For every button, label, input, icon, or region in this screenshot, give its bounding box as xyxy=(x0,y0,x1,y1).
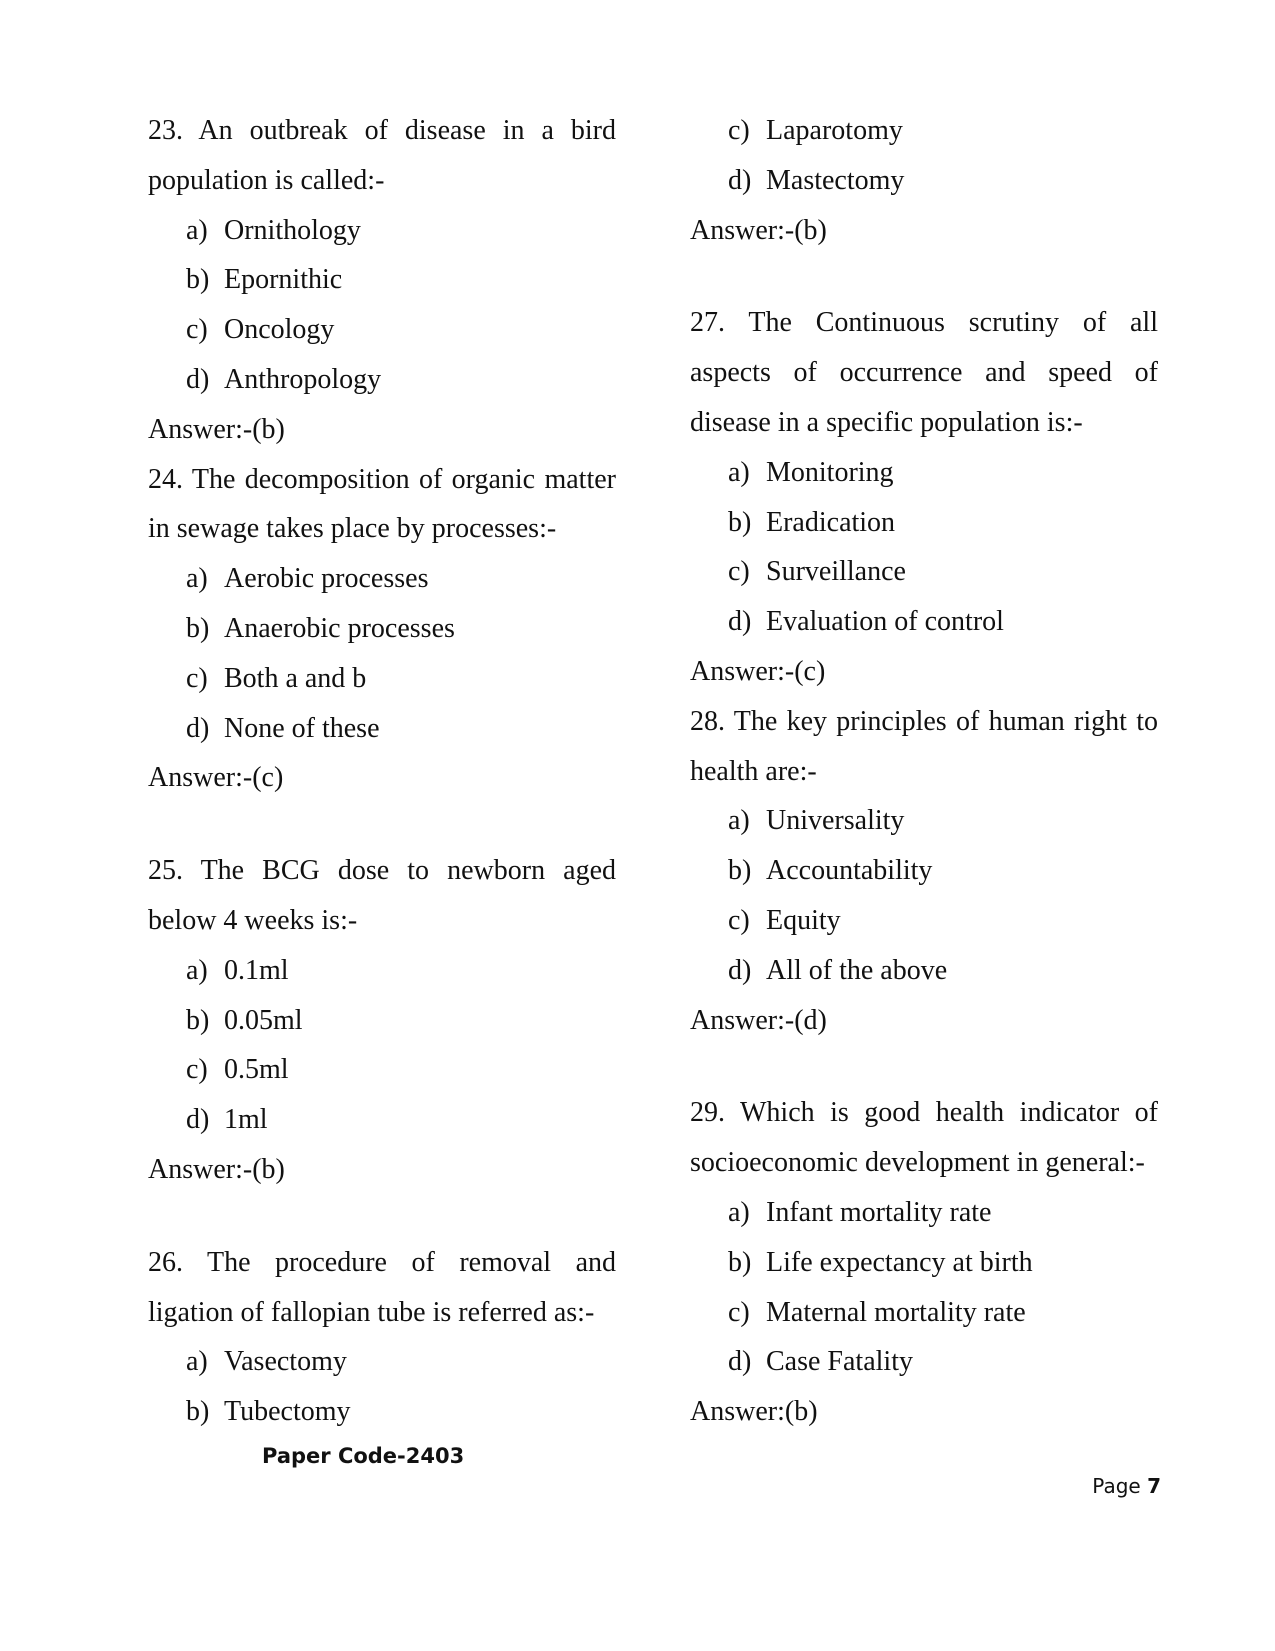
question-text: 24. The decomposition of organic matter in sewage takes place by processes:- xyxy=(148,463,616,545)
answer: Answer:-(c) xyxy=(148,762,284,794)
right-column xyxy=(690,106,1158,1437)
option-a: a) Ornithology xyxy=(186,214,361,246)
option-a: a) Vasectomy xyxy=(186,1346,347,1378)
page-number-value: 7 xyxy=(1147,1474,1161,1498)
option-d: d) Anthropology xyxy=(186,363,382,395)
left-column xyxy=(148,106,616,1437)
question-27 xyxy=(690,298,1158,696)
option-c: c) Laparotomy xyxy=(728,115,903,146)
option-b: b) Epornithic xyxy=(186,264,343,296)
question-text: 26. The procedure of removal and ligation of fallopian tube is referred as:- xyxy=(148,1246,616,1328)
option-a: a) Monitoring xyxy=(728,456,894,488)
option-b: b) 0.05ml xyxy=(186,1004,303,1036)
option-b: b) Life expectancy at birth xyxy=(728,1246,1033,1278)
question-29 xyxy=(690,1088,1158,1437)
option-d: d) None of these xyxy=(186,712,380,744)
option-d: d) Case Fatality xyxy=(728,1346,913,1378)
option-a: a) 0.1ml xyxy=(186,954,289,986)
option-a: a) Universality xyxy=(728,805,905,837)
answer: Answer:-(b) xyxy=(690,214,827,246)
option-b: b) Accountability xyxy=(728,855,933,887)
question-text: 25. The BCG dose to newborn aged below 4 weeks is:- xyxy=(148,855,616,936)
option-b: b) Anaerobic processes xyxy=(186,612,455,644)
option-c: c) Both a and b xyxy=(186,662,367,694)
answer: Answer:-(b) xyxy=(148,413,285,445)
answer: Answer:-(b) xyxy=(148,1153,285,1185)
page-label: Page xyxy=(1092,1474,1141,1498)
option-a: a) Infant mortality rate xyxy=(728,1196,992,1228)
option-d: d) Mastectomy xyxy=(728,164,905,196)
answer: Answer:(b) xyxy=(690,1396,818,1428)
option-c: c) Surveillance xyxy=(728,556,906,588)
spacer xyxy=(148,1195,616,1238)
answer: Answer:-(c) xyxy=(690,655,826,687)
question-23 xyxy=(148,106,616,455)
spacer xyxy=(690,255,1158,298)
page-number xyxy=(1092,1474,1161,1498)
question-text: 23. An outbreak of disease in a bird population is called:- xyxy=(148,115,616,196)
option-c: c) 0.5ml xyxy=(186,1054,289,1086)
question-24 xyxy=(148,455,616,804)
question-text: 29. Which is good health indicator of socioeconomic development in general:- xyxy=(690,1097,1158,1179)
question-26 xyxy=(148,1238,616,1437)
option-a: a) Aerobic processes xyxy=(186,563,429,595)
option-c: c) Equity xyxy=(728,904,841,936)
question-28 xyxy=(690,697,1158,1046)
option-b: b) Tubectomy xyxy=(186,1396,351,1428)
question-26-continued xyxy=(690,106,1158,255)
option-c: c) Oncology xyxy=(186,314,335,346)
option-d: d) All of the above xyxy=(728,954,948,986)
option-d: d) 1ml xyxy=(186,1104,268,1136)
question-text: 28. The key principles of human right to health are:- xyxy=(690,705,1158,787)
paper-code: Paper Code-2403 xyxy=(262,1444,465,1468)
answer: Answer:-(d) xyxy=(690,1004,827,1036)
spacer xyxy=(148,803,616,846)
option-b: b) Eradication xyxy=(728,506,896,538)
question-25 xyxy=(148,846,616,1195)
option-d: d) Evaluation of control xyxy=(728,606,1004,638)
spacer xyxy=(690,1045,1158,1088)
option-c: c) Maternal mortality rate xyxy=(728,1296,1026,1328)
question-text: 27. The Continuous scrutiny of all aspects of occurrence and speed of disease in a specific population is:- xyxy=(690,307,1158,438)
